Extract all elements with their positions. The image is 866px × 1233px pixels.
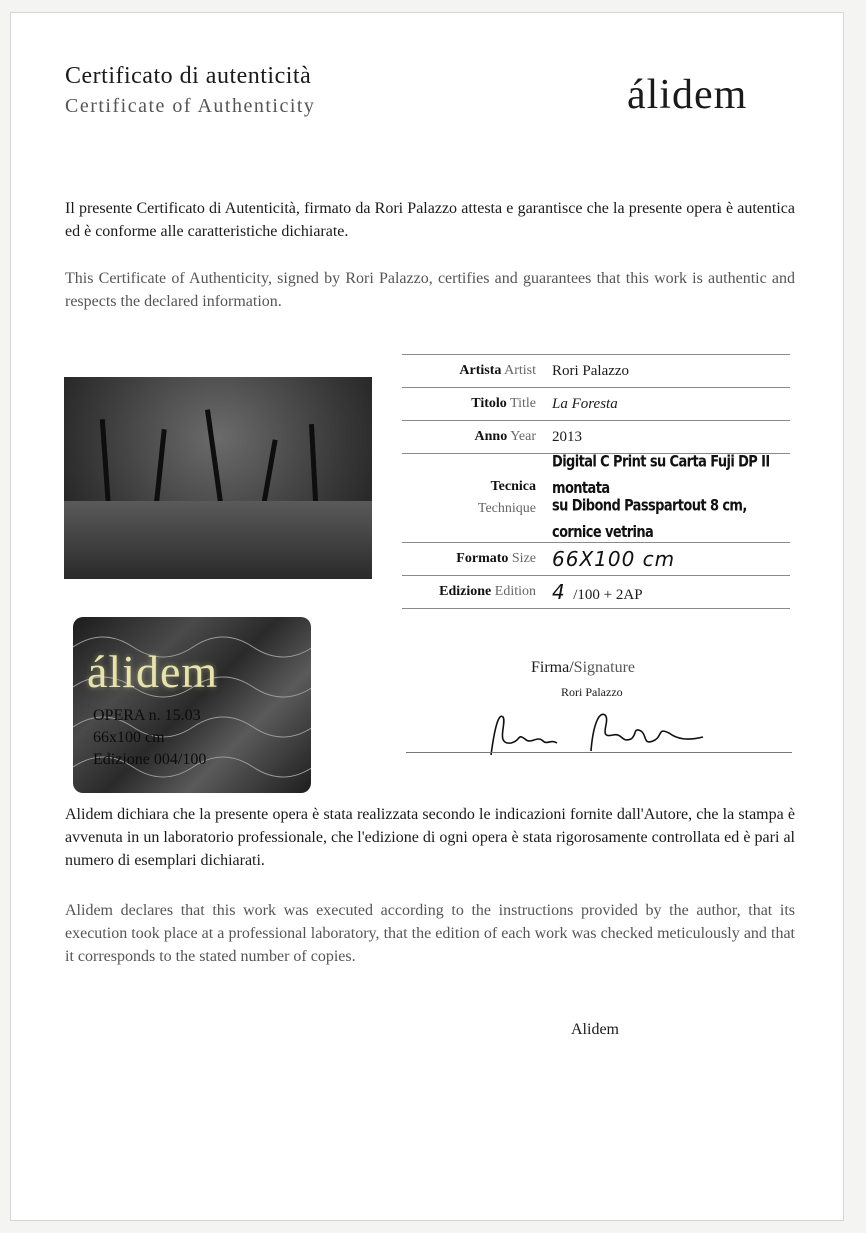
signatory-name: Rori Palazzo [561,685,623,699]
detail-row-title [402,388,790,421]
alidem-logo: álidem [627,72,748,118]
year-value: 2013 [544,421,790,454]
technique-value-line1: Digital C Print su Carta Fuji DP II montata [552,453,770,498]
detail-row-size [402,543,790,576]
title-value: La Foresta [544,388,790,421]
detail-row-edition [402,576,790,609]
year-label-en: Year [510,429,536,444]
hologram-edition: Edizione 004/100 [93,751,207,768]
hologram-brand: álidem [87,646,219,697]
artist-value: Rori Palazzo [544,355,790,388]
title-label-it: Titolo [471,396,507,411]
signature-line [406,752,792,753]
closing-italian: Alidem dichiara che la presente opera è stata realizzata secondo le indicazioni fornite dall'Autore, che la stampa è avvenuta in un laboratorio professionale, che l'edizione di ogni opera è stata rigorosamente controllata ed è pari al numero di esemplari dichiarati. [65,806,795,869]
signature-label [531,659,635,677]
detail-row-artist [402,355,790,388]
signature-label-en: Signature [573,659,635,676]
artist-label-it: Artista [459,363,502,378]
intro-english: This Certificate of Authenticity, signed by Rori Palazzo, certifies and guarantees that this work is authentic and respects the declared information. [65,270,795,310]
hologram-opera: OPERA n. 15.03 [93,707,201,724]
handwritten-signature [481,705,711,765]
hologram-size: 66x100 cm [93,729,165,746]
size-value: 66X100 cm [552,547,676,571]
alidem-signoff: Alidem [571,1021,619,1038]
intro-italian: Il presente Certificato di Autenticità, firmato da Rori Palazzo attesta e garantisce che la presente opera è autentica ed è conforme alle caratteristiche dichiarate. [65,200,795,240]
artwork-details-table [402,354,790,609]
technique-label-it: Tecnica [490,479,536,494]
size-label-it: Formato [456,551,509,566]
edition-value: /100 + 2AP [573,587,643,603]
detail-row-technique [402,454,790,543]
closing-english: Alidem declares that this work was executed according to the instructions provided by the author, that its execution took place at a professional laboratory, that the edition of each work was checked meticulously and that it corresponds to the stated number of copies. [65,902,795,965]
certificate-sheet [10,12,844,1221]
year-label-it: Anno [474,429,508,444]
title-italian: Certificato di autenticità [65,63,312,89]
edition-label-it: Edizione [439,584,492,599]
artwork-photo [64,377,372,579]
artist-label-en: Artist [504,363,536,378]
technique-value-line2: su Dibond Passpartout 8 cm, cornice vetrina [552,497,747,542]
signature-label-it: Firma/ [531,659,574,676]
edition-number: 4 [552,580,566,604]
size-label-en: Size [511,551,536,566]
hologram-seal [73,617,311,793]
edition-label-en: Edition [494,584,536,599]
detail-row-year [402,421,790,454]
title-english: Certificate of Authenticity [65,95,316,117]
technique-label-en: Technique [477,501,536,516]
title-label-en: Title [510,396,536,411]
